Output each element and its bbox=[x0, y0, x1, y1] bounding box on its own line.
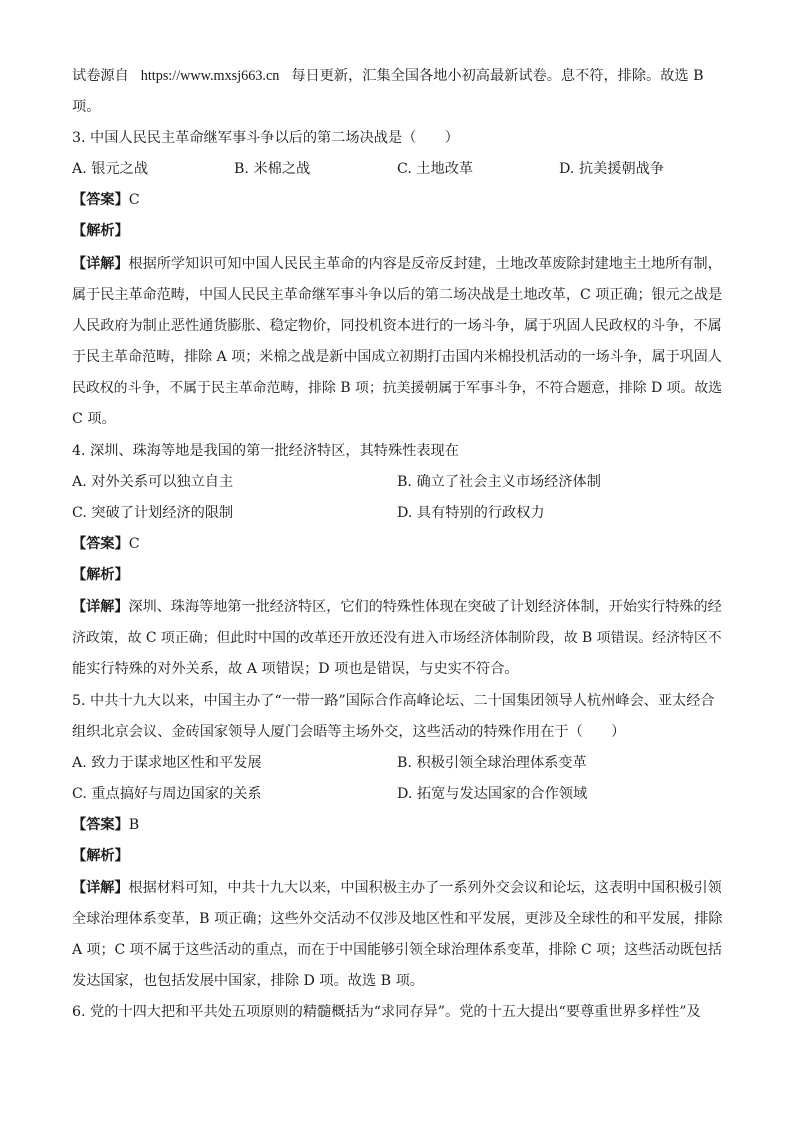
option-b: B. 确立了社会主义市场经济体制 bbox=[397, 474, 601, 490]
answer-tag: 【答案】 bbox=[72, 817, 129, 833]
answer-value: C bbox=[128, 536, 140, 552]
option-a: A. 银元之战 bbox=[72, 161, 149, 177]
question-4: 4. 深圳、珠海等地是我国的第一批经济特区，其特殊性表现在 bbox=[72, 443, 459, 459]
source-line bbox=[72, 66, 722, 86]
detail-line: A 项；C 项不属于这些活动的重点，而在于中国能够引领全球治理体系变革，排除 C 项；这些活动既包括 bbox=[72, 942, 722, 958]
source-label: 试卷源自 bbox=[72, 68, 129, 84]
question-3: 3. 中国人民民主革命继军事斗争以后的第二场决战是（ ） bbox=[72, 130, 459, 146]
option-d: D. 抗美援朝战争 bbox=[559, 161, 665, 177]
detail-tag: 【详解】 bbox=[72, 256, 129, 272]
detail-line bbox=[72, 254, 722, 274]
question-5-options-row1 bbox=[72, 753, 722, 773]
option-c: C. 突破了计划经济的限制 bbox=[72, 505, 234, 521]
option-d: D. 拓宽与发达国家的合作领域 bbox=[397, 786, 588, 802]
detail-line: 发达国家，也包括发展中国家，排除 D 项。故选 B 项。 bbox=[72, 973, 424, 989]
option-b: B. 米棉之战 bbox=[234, 161, 311, 177]
detail-line: 人民政府为制止恶性通货膨胀、稳定物价，同投机资本进行的一场斗争，属于巩固人民政权的斗争，不属 bbox=[72, 318, 722, 334]
detail-text: 根据所学知识可知中国人民民主革命的内容是反帝反封建，土地改革废除封建地主土地所有制， bbox=[128, 256, 722, 272]
answer-line bbox=[72, 190, 722, 210]
analysis-tag: 【解析】 bbox=[72, 567, 129, 583]
option-a: A. 对外关系可以独立自主 bbox=[72, 474, 234, 490]
answer-tag: 【答案】 bbox=[72, 536, 129, 552]
source-rest: 每日更新，汇集全国各地小初高最新试卷。息不符，排除。故选 B bbox=[291, 68, 704, 84]
detail-line: 民政权的斗争，不属于民主革命范畴，排除 B 项；抗美援朝属于军事斗争，不符合题意，排除 D 项。故选 bbox=[72, 380, 723, 396]
answer-value: B bbox=[128, 817, 140, 833]
detail-tag: 【详解】 bbox=[72, 599, 129, 615]
answer-line bbox=[72, 815, 722, 835]
question-4-options-row1 bbox=[72, 472, 722, 492]
answer-value: C bbox=[128, 192, 140, 208]
question-5: 5. 中共十九大以来，中国主办了“一带一路”国际合作高峰论坛、二十国集团领导人杭州峰会、亚太经合 bbox=[72, 693, 715, 709]
answer-line bbox=[72, 534, 722, 554]
detail-line bbox=[72, 878, 722, 898]
question-5-options-row2 bbox=[72, 784, 722, 804]
detail-line: 于民主革命范畴，排除 A 项；米棉之战是新中国成立初期打击国内米棉投机活动的一场斗争，属于巩固人 bbox=[72, 349, 722, 365]
detail-text: 深圳、珠海等地第一批经济特区，它们的特殊性体现在突破了计划经济体制，开始实行特殊的经 bbox=[128, 599, 722, 615]
option-d: D. 具有特别的行政权力 bbox=[397, 505, 545, 521]
question-6: 6. 党的十四大把和平共处五项原则的精髓概括为“求同存异”。党的十五大提出“要尊重世界多样性”及 bbox=[72, 1004, 701, 1020]
text-line: 项。 bbox=[72, 99, 101, 115]
analysis-tag: 【解析】 bbox=[72, 848, 129, 864]
detail-tag: 【详解】 bbox=[72, 880, 129, 896]
detail-line: 济政策，故 C 项正确；但此时中国的改革还开放还没有进入市场经济体制阶段，故 B 项错误。经济特区不 bbox=[72, 630, 722, 646]
detail-line: C 项。 bbox=[72, 411, 116, 427]
analysis-tag: 【解析】 bbox=[72, 223, 129, 239]
option-c: C. 土地改革 bbox=[397, 161, 474, 177]
option-a: A. 致力于谋求地区性和平发展 bbox=[72, 755, 262, 771]
question-5-cont: 组织北京会议、金砖国家领导人厦门会晤等主场外交，这些活动的特殊作用在于（ ） bbox=[72, 724, 626, 740]
detail-line bbox=[72, 597, 722, 617]
question-3-options bbox=[72, 159, 722, 179]
option-b: B. 积极引领全球治理体系变革 bbox=[397, 755, 587, 771]
source-url[interactable]: https://www.mxsj663.cn bbox=[140, 68, 280, 84]
answer-tag: 【答案】 bbox=[72, 192, 129, 208]
detail-line: 能实行特殊的对外关系，故 A 项错误；D 项也是错误，与史实不符合。 bbox=[72, 661, 519, 677]
option-c: C. 重点搞好与周边国家的关系 bbox=[72, 786, 262, 802]
detail-text: 根据材料可知，中共十九大以来，中国积极主办了一系列外交会议和论坛，这表明中国积极引领 bbox=[128, 880, 722, 896]
detail-line: 全球治理体系变革，B 项正确；这些外交活动不仅涉及地区性和平发展，更涉及全球性的和平发展，排除 bbox=[72, 911, 723, 927]
question-4-options-row2 bbox=[72, 503, 722, 523]
detail-line: 属于民主革命范畴，中国人民民主革命继军事斗争以后的第二场决战是土地改革，C 项正确；银元之战是 bbox=[72, 287, 723, 303]
